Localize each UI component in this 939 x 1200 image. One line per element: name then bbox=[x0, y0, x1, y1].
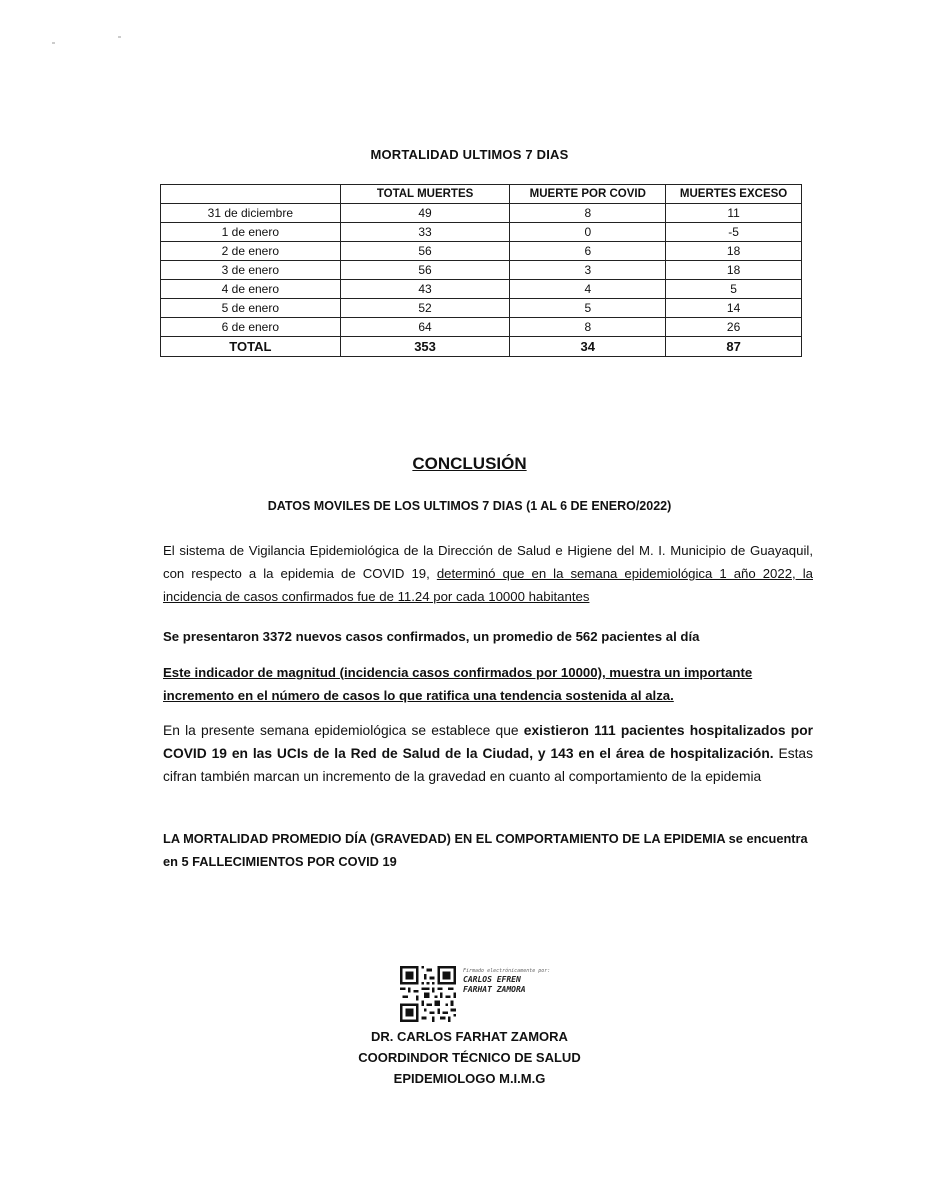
date-cell: 31 de diciembre bbox=[161, 204, 341, 223]
covid-deaths-cell: 0 bbox=[510, 223, 666, 242]
excess-deaths-cell: 5 bbox=[666, 280, 802, 299]
date-cell: 2 de enero bbox=[161, 242, 341, 261]
excess-deaths-cell: -5 bbox=[666, 223, 802, 242]
paragraph-text: El sistema de Vigilancia Epidemiológica de la Dirección de Salud e Higiene del M. I. Municipio de Guayaquil, con respecto a la epidemia de COVID 19, bbox=[163, 543, 813, 581]
total-deaths-sum-cell: 353 bbox=[340, 337, 510, 357]
signer-role: COORDINDOR TÉCNICO DE SALUD bbox=[358, 1050, 581, 1065]
excess-deaths-sum-cell: 87 bbox=[666, 337, 802, 357]
indicator-paragraph: Este indicador de magnitud (incidencia casos confirmados por 10000), muestra un importante incremento en el número de casos lo que ratifica una tendencia sostenida al alza. bbox=[163, 665, 753, 703]
date-cell: 3 de enero bbox=[161, 261, 341, 280]
excess-deaths-cell: 11 bbox=[666, 204, 802, 223]
electronic-signature bbox=[463, 968, 573, 995]
excess-deaths-cell: 26 bbox=[666, 318, 802, 337]
total-deaths-cell: 52 bbox=[340, 299, 510, 318]
date-cell: 6 de enero bbox=[161, 318, 341, 337]
conclusion-heading: CONCLUSIÓN bbox=[412, 454, 527, 473]
header-cell: MUERTES EXCESO bbox=[666, 185, 802, 204]
date-cell: 1 de enero bbox=[161, 223, 341, 242]
header-cell: MUERTE POR COVID bbox=[510, 185, 666, 204]
table-title: MORTALIDAD ULTIMOS 7 DIAS bbox=[370, 147, 569, 162]
excess-deaths-cell: 14 bbox=[666, 299, 802, 318]
scan-speck bbox=[118, 36, 121, 38]
total-deaths-cell: 33 bbox=[340, 223, 510, 242]
underlined-finding: determinó que en la semana epidemiológica 1 año 2022, la incidencia de casos confirmados fue de 11.24 por cada 10000 habitantes bbox=[163, 566, 813, 604]
esign-note: Firmado electrónicamente por: bbox=[463, 968, 551, 974]
covid-deaths-cell: 8 bbox=[510, 204, 666, 223]
header-cell: TOTAL MUERTES bbox=[340, 185, 510, 204]
mortality-paragraph: LA MORTALIDAD PROMEDIO DÍA (GRAVEDAD) EN EL COMPORTAMIENTO DE LA EPIDEMIA se encuentra en 5 FALLECIMIENTOS POR COVID 19 bbox=[163, 831, 808, 869]
conclusion-subtitle: DATOS MOVILES DE LOS ULTIMOS 7 DIAS (1 AL 6 DE ENERO/2022) bbox=[267, 499, 672, 513]
surveillance-paragraph bbox=[163, 539, 813, 608]
signer-name: DR. CARLOS FARHAT ZAMORA bbox=[371, 1029, 568, 1044]
date-cell: 4 de enero bbox=[161, 280, 341, 299]
total-deaths-cell: 64 bbox=[340, 318, 510, 337]
esign-name-line1: CARLOS EFREN bbox=[463, 975, 521, 984]
paragraph-text: Estas cifran también marcan un incremento de la gravedad en cuanto al comportamiento de la epidemia bbox=[163, 746, 813, 784]
signer-department: EPIDEMIOLOGO M.I.M.G bbox=[393, 1071, 546, 1086]
scan-speck bbox=[52, 42, 55, 44]
signature-block bbox=[0, 1026, 939, 1089]
table-total-row bbox=[161, 337, 802, 357]
covid-deaths-cell: 8 bbox=[510, 318, 666, 337]
paragraph-text: En la presente semana epidemiológica se establece que bbox=[163, 723, 524, 738]
excess-deaths-cell: 18 bbox=[666, 242, 802, 261]
header-cell bbox=[161, 185, 341, 204]
table-header-row bbox=[161, 185, 802, 204]
hospitalization-highlight: existieron 111 pacientes hospitalizados por COVID 19 en las UCIs de la Red de Salud de la Ciudad, y 143 en el área de hospitalización. bbox=[163, 723, 813, 761]
date-cell: 5 de enero bbox=[161, 299, 341, 318]
total-deaths-cell: 43 bbox=[340, 280, 510, 299]
table-row bbox=[161, 204, 802, 223]
covid-deaths-cell: 4 bbox=[510, 280, 666, 299]
covid-deaths-cell: 5 bbox=[510, 299, 666, 318]
table-row bbox=[161, 318, 802, 337]
mortality-table bbox=[160, 184, 802, 357]
total-deaths-cell: 56 bbox=[340, 261, 510, 280]
covid-deaths-sum-cell: 34 bbox=[510, 337, 666, 357]
total-deaths-cell: 49 bbox=[340, 204, 510, 223]
esign-name-line2: FARHAT ZAMORA bbox=[463, 985, 526, 994]
hospitalization-paragraph bbox=[163, 719, 813, 788]
covid-deaths-cell: 3 bbox=[510, 261, 666, 280]
excess-deaths-cell: 18 bbox=[666, 261, 802, 280]
table-row bbox=[161, 242, 802, 261]
covid-deaths-cell: 6 bbox=[510, 242, 666, 261]
table-row bbox=[161, 280, 802, 299]
total-deaths-cell: 56 bbox=[340, 242, 510, 261]
new-cases-paragraph: Se presentaron 3372 nuevos casos confirmados, un promedio de 562 pacientes al día bbox=[163, 629, 700, 644]
table-row bbox=[161, 299, 802, 318]
table-row bbox=[161, 223, 802, 242]
table-row bbox=[161, 261, 802, 280]
qr-code-icon bbox=[400, 966, 456, 1022]
total-label-cell: TOTAL bbox=[161, 337, 341, 357]
